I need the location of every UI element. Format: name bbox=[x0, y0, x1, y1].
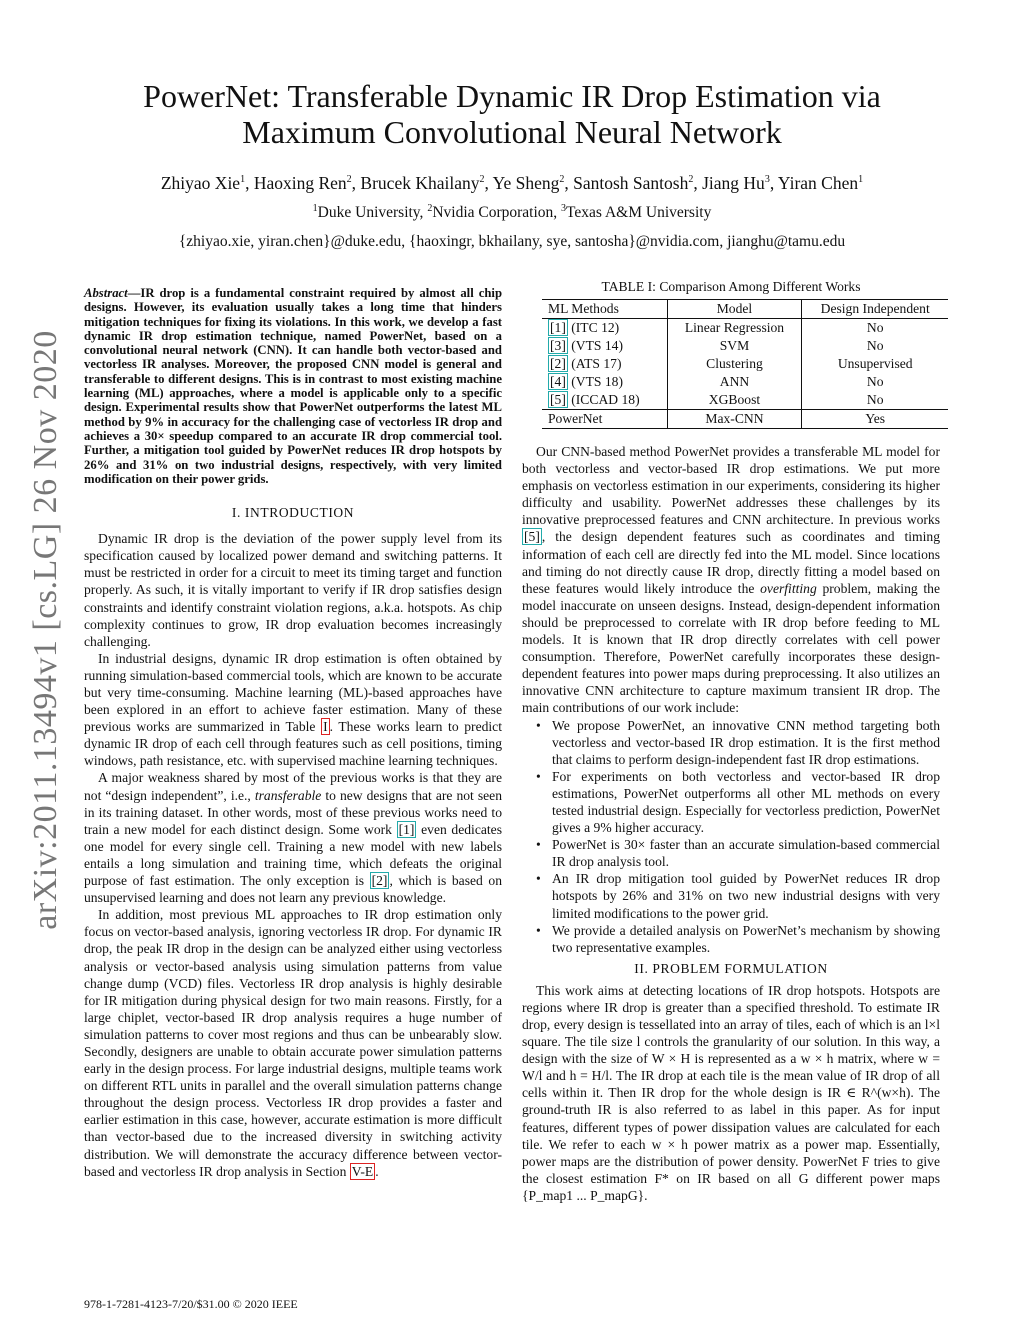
author: Haoxing Ren$^2$, bbox=[253, 173, 361, 193]
citation-link[interactable]: [2] bbox=[550, 356, 566, 371]
arxiv-id: arXiv:2011.13494v1 [cs.LG] 26 Nov 2020 bbox=[27, 330, 64, 930]
list-item: • For experiments on both vectorless and vector-based IR drop estimations, PowerNet outperforms all other ML methods on every tested industrial design. Especially for vectorless prediction, PowerNet gives a 9% higher accuracy. bbox=[552, 768, 940, 836]
abstract-text: —IR drop is a fundamental constraint required by almost all chip designs. However, its evaluation usually takes a long time that hinders mitigation techniques for fixing its violations. In this work, we develop a fast dynamic IR drop estimation technique, named PowerNet, based on a convolutional neural network (CNN). It can handle both vector-based and vectorless IR analyses. Moreover, the proposed CNN model is general and transferable to different designs. This is in contrast to most existing machine learning (ML) approaches, where a model is applicable only to a specific design. Experimental results show that PowerNet outperforms the latest ML method by 9% in accuracy for the challenging case of vectorless IR drop and achieves a 30× speedup compared to an accurate IR drop commercial tool. Further, a mitigation tool guided by PowerNet reduces IR drop hotspots by 26% and 31% on two industrial designs, respectively, with very limited modification on their power grids. bbox=[84, 286, 502, 486]
intro-paragraph-1: Dynamic IR drop is the deviation of the power supply level from its specification caused by localized power demand and switching patterns. It must be restricted in order for a circuit to meet its timing target and function properly. As such, it is vitally important to verify if IR drop satisfies design constraints and identify constraint violation regions, a.k.a. hotspots. As chip complexity continues to grow, IR drop evaluation becomes increasingly challenging. bbox=[84, 531, 502, 649]
left-column bbox=[84, 286, 502, 1180]
list-item: • We propose PowerNet, an innovative CNN method targeting both vectorless and vector-based IR drop estimation. It is the first method that claims to perform design-independent fast IR drop estimations. bbox=[552, 717, 940, 768]
citation-link[interactable]: [3] bbox=[550, 338, 566, 353]
citation-link[interactable]: [5] bbox=[550, 392, 566, 407]
author: Santosh Santosh$^2$, bbox=[573, 173, 703, 193]
section-ref-link[interactable]: V-E bbox=[351, 1163, 374, 1179]
arxiv-side-stamp bbox=[18, 290, 74, 970]
table-header-cell: Design Independent bbox=[802, 300, 948, 319]
intro-paragraph-2: In industrial designs, dynamic IR drop estimation is often obtained by running simulation-based commercial tools, which are known to be accurate but very time-consuming. Machine learning (ML)-based approaches have been explored in an effort to achieve faster estimation. Many of these previous works are summarized in Table I . These works learn to predict dynamic IR drop of each cell through features such as cell positions, timing windows, path resistance, etc. with supervised machine learning techniques. bbox=[84, 650, 502, 769]
abstract bbox=[84, 286, 502, 486]
title-line-1: PowerNet: Transferable Dynamic IR Drop Estimation via bbox=[143, 78, 881, 114]
table-row: [3] (VTS 14) SVM No bbox=[542, 337, 948, 355]
intro-paragraph-3: A major weakness shared by most of the previous works is that they are not “design independent”, i.e., transferable to new designs that are not seen in its training dataset. In other words, most of these previous works need to train a new model for each distinct design. Some work [1] even dedicates one model for every single cell. Training a new model with new labels entails a long simulation and training time, which defeats the original purpose of fast estimation. The only exception is [2] , which is based on unsupervised learning and does not learn any previous knowledge. bbox=[84, 770, 503, 906]
citation-link[interactable]: [2] bbox=[371, 873, 388, 889]
table-row-powernet: PowerNet Max-CNN Yes bbox=[542, 410, 948, 429]
table-header-cell: ML Methods bbox=[542, 300, 667, 319]
affiliations: $^1$Duke University, $^2$Nvidia Corporation, $^3$Texas A&M University bbox=[312, 202, 712, 221]
citation-link[interactable]: [4] bbox=[550, 374, 566, 389]
author: Zhiyao Xie$^1$, bbox=[160, 173, 254, 193]
contribution-list bbox=[522, 717, 940, 956]
list-item: • We provide a detailed analysis on PowerNet’s mechanism by showing two representative examples. bbox=[552, 922, 940, 956]
intro-paragraph-4: In addition, most previous ML approaches to IR drop estimation only focus on vector-based analysis, ignoring vectorless IR drop. For dynamic IR drop, the peak IR drop in the design can be analyzed either using vectorless analysis or vector-based analysis using simulation patterns from value change dump (VCD) files. Vectorless IR drop analysis is highly desirable for IR mitigation during physical design for two main reasons. Firstly, for a large chiplet, vector-based IR drop analysis requires a huge number of simulation patterns to cover most regions and thus can be unbearably slow. Secondly, designers are unable to obtain accurate power simulation patterns early in the design process. For large industrial designs, multiple teams work on different RTL units in parallel and the overall simulation patterns change throughout the design process. Vectorless IR drop provides a faster and earlier estimation in this case, however, accurate estimation is more difficult than vector-based due to the increased diversity in switching activity distribution. We will demonstrate the accuracy difference between vector-based and vectorless IR drop analysis in Section V-E . bbox=[84, 907, 502, 1179]
author: Yiran Chen$^1$ bbox=[777, 173, 864, 193]
list-item: • PowerNet is 30× faster than an accurate simulation-based commercial IR drop analysis tool. bbox=[552, 836, 940, 870]
right-paragraph-1: Our CNN-based method PowerNet provides a transferable ML model for both vectorless and vector-based IR drop estimations. We put more emphasis on vectorless estimation in our experiments, considering its higher difficulty and usability. PowerNet addresses these challenges by its innovative preprocessed features and CNN architecture. In previous works [5] , the design dependent features such as coordinates and timing information of each cell are directly fed into the ML model. Since locations and timing do not directly cause IR drop, directly fitting a model based on these features would likely introduce the overfitting problem, making the model inaccurate on unseen designs. Instead, design-dependent information should be preprocessed to correlate with IR drop before feeding to ML models. It is known that IR drop directly correlates with cell power consumption. Therefore, PowerNet carefully incorporates these design-dependent features into power maps during preprocessing. It also utilizes an innovative CNN architecture to capture maximum transient IR drop. The main contributions of our work include: bbox=[522, 444, 940, 716]
section-title-problem-formulation: II. PROBLEM FORMULATION bbox=[634, 960, 828, 976]
author-emails: {zhiyao.xie, yiran.chen}@duke.edu, {haoxingr, bkhailany, sye, santosha}@nvidia.com, jianghu@tamu.edu bbox=[178, 233, 846, 250]
table-row: [2] (ATS 17) Clustering Unsupervised bbox=[542, 355, 948, 373]
table-header-cell: Model bbox=[667, 300, 802, 319]
citation-link[interactable]: [1] bbox=[550, 320, 566, 335]
author: Ye Sheng$^2$, bbox=[492, 173, 574, 193]
author: Brucek Khailany$^2$, bbox=[360, 173, 493, 193]
table-header-row bbox=[542, 300, 948, 319]
section-title-introduction: I. INTRODUCTION bbox=[231, 505, 355, 521]
citation-link[interactable]: [1] bbox=[398, 821, 415, 837]
title-line-2: Maximum Convolutional Neural Network bbox=[242, 114, 782, 150]
right-column bbox=[522, 278, 940, 1204]
citation-link[interactable]: [5] bbox=[524, 529, 540, 545]
table-row: [4] (VTS 18) ANN No bbox=[542, 373, 948, 391]
author: Jiang Hu$^3$, bbox=[702, 173, 778, 193]
abstract-label: Abstract bbox=[84, 286, 128, 300]
list-item: • An IR drop mitigation tool guided by PowerNet reduces IR drop hotspots by 26% and 31% on two new industrial designs with very limited modifications to the power grid. bbox=[552, 870, 940, 921]
paper-title bbox=[84, 78, 940, 150]
author-list bbox=[84, 172, 940, 194]
table-row: [1] (ITC 12) Linear Regression No bbox=[542, 319, 948, 338]
copyright-footer: 978-1-7281-4123-7/20/$31.00 © 2020 IEEE bbox=[84, 1297, 298, 1311]
comparison-table bbox=[542, 299, 948, 429]
table-row: [5] (ICCAD 18) XGBoost No bbox=[542, 391, 948, 410]
problem-paragraph-1: This work aims at detecting locations of IR drop hotspots. Hotspots are regions where IR drop is greater than a specified threshold. To estimate IR drop, every design is tessellated into an array of tiles, each of which is an l×l square. The tile size l controls the granularity of our solution. In this way, a design with the size of W × H is represented as a w × h matrix, where w = W/l and h = H/l. The IR drop at each tile is the mean value of IR drop of all cells within it. Then IR drop for the whole design is IR ∈ R^(w×h). The ground-truth IR is also referred to as label in this paper. As for input features, different types of power dissipation values are calculated for each tile. We refer to each w × h power matrix as a power map. Essentially, power maps are the distribution of power density. PowerNet F tries to give the closest estimation F* on IR based on all G different power maps {P_map1 ... P_mapG}. bbox=[522, 982, 940, 1203]
table-caption: TABLE I: Comparison Among Different Works bbox=[601, 279, 861, 294]
table-ref-link[interactable]: I bbox=[323, 719, 328, 735]
